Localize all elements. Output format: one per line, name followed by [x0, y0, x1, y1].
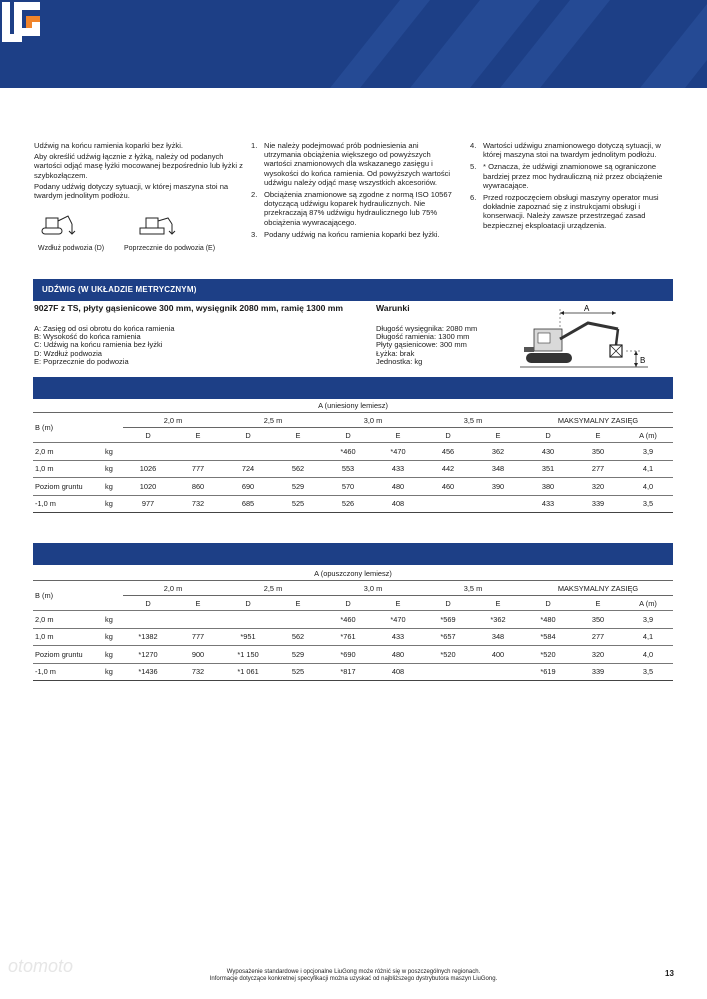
- page-number: 13: [665, 969, 674, 978]
- condition-item: Długość wysięgnika: 2080 mm: [376, 324, 478, 333]
- legend-item: E: Poprzecznie do podwozia: [34, 356, 129, 366]
- section-title: UDŹWIG (W UKŁADZIE METRYCZNYM): [42, 285, 197, 294]
- intro-column-1: [34, 141, 249, 202]
- reach-header: 3,5 m: [423, 581, 523, 596]
- condition-item: Płyty gąsienicowe: 300 mm: [376, 340, 467, 350]
- note-item: 1. Nie należy podejmować prób podniesienia ani utrzymania obciążenia większego od powyższych wartości znamionowych dla wskazanego zasięgu i wysokości do końca ramienia. Od powyższych wartości udźwigu należy odjąć masę wszystkich akcesoriów.: [251, 141, 451, 187]
- condition-item: Łyżka: brak: [376, 348, 415, 358]
- table2-header-bar: [33, 543, 673, 565]
- footer-line: Wyposażenie standardowe i opcjonalne LiuGong może różnić się w poszczególnych regionach.: [226, 969, 481, 975]
- table-row: Poziom gruntu kg *1270 900 *1 150 529 *690 480 *520 400 *520 320 4,0: [33, 646, 673, 664]
- table-row: Poziom gruntu kg 1020 860 690 529 570 480 460 390 380 320 4,0: [33, 478, 673, 496]
- page-footer: [0, 969, 707, 984]
- legend-item: D: Wzdłuż podwozia: [34, 348, 102, 358]
- model-spec-line: 9027F z TS, płyty gąsienicowe 300 mm, wysięgnik 2080 mm, ramię 1300 mm: [34, 303, 344, 313]
- b-axis-label: B (m): [35, 423, 54, 432]
- conditions-list: [376, 325, 477, 366]
- table-row: 1,0 m kg 1026 777 724 562 553 433 442 348 351 277 4,1: [33, 460, 673, 478]
- load-table-raised: [33, 398, 673, 513]
- legend-item: A: Zasięg od osi obrotu do końca ramienia: [34, 324, 175, 333]
- pictogram-across-label: Poprzecznie do podwozia (E): [124, 245, 216, 252]
- table-caption: A (opuszczony lemiesz): [33, 566, 673, 581]
- reach-header: 2,5 m: [223, 413, 323, 428]
- reach-header: MAKSYMALNY ZASIĘG: [523, 581, 673, 596]
- reach-header: MAKSYMALNY ZASIĘG: [523, 413, 673, 428]
- table-row: -1,0 m kg 977 732 685 525 526 408 433 339 3,5: [33, 495, 673, 513]
- table-caption: A (uniesiony lemiesz): [33, 398, 673, 413]
- intro-paragraph: Podany udźwig dotyczy sytuacji, w której maszyna stoi na twardym jednolitym podłożu.: [34, 181, 229, 201]
- diagram-label-b: B: [640, 356, 646, 365]
- reach-header: 2,0 m: [123, 413, 223, 428]
- table-row: 2,0 m kg *460 *470 *569 *362 *480 350 3,9: [33, 611, 673, 629]
- footer-line: Informacje dotyczące konkretnej specyfikacji można uzyskać od najbliższego dystrybutora maszyn LiuGong.: [209, 976, 498, 983]
- subheader-row: D E D E D E D E D E A (m): [145, 430, 657, 440]
- table1-header-bar: [33, 377, 673, 399]
- pictogram-across: [124, 212, 215, 252]
- reach-header: 3,0 m: [323, 581, 423, 596]
- condition-item: Długość ramienia: 1300 mm: [376, 332, 470, 342]
- watermark: otomoto: [8, 956, 74, 976]
- intro-column-3: [470, 141, 675, 233]
- note-item: 4. Wartości udźwigu znamionowego dotyczą sytuacji, w której maszyna stoi na twardym jednolitym podłożu.: [470, 141, 661, 160]
- intro-column-2: [251, 141, 456, 242]
- note-item: 2. Obciążenia znamionowe są zgodne z normą ISO 10567 dotyczącą udźwigu koparek hydraulicznych. Nie przekraczają 87% udźwigu hydraulicznego lub 75% obciążenia wywracającego.: [251, 190, 452, 227]
- reach-header: 3,5 m: [423, 413, 523, 428]
- legend-item: C: Udźwig na końcu ramienia bez łyżki: [34, 340, 163, 350]
- intro-paragraph: Aby określić udźwig łącznie z łyżką, należy od podanych wartości odjąć masę łyżki mocowanej bezpośrednio lub łyżki z szybkozłączem.: [34, 152, 243, 180]
- subheader-row: D E D E D E D E D E A (m): [145, 598, 657, 608]
- table-row: 2,0 m kg *460 *470 456 362 430 350 3,9: [33, 443, 673, 461]
- section-title-bar: [33, 279, 673, 301]
- reach-header: 2,5 m: [223, 581, 323, 596]
- load-table-lowered: [33, 566, 673, 681]
- note-item: 3. Podany udźwig na końcu ramienia koparki bez łyżki.: [251, 229, 440, 239]
- reach-header: 3,0 m: [323, 413, 423, 428]
- note-item: 6. Przed rozpoczęciem obsługi maszyny operator musi dokładnie zapoznać się z instrukcjami obsługi i konserwacji. Należy zawsze przestrzegać zasad bezpiecznej eksploatacji urządzenia.: [470, 193, 659, 230]
- excavator-along-icon: [38, 212, 78, 240]
- pictogram-along-label: Wzdłuż podwozia (D): [38, 245, 105, 252]
- page-header: [0, 0, 707, 88]
- reach-header: 2,0 m: [123, 581, 223, 596]
- header-stripes: [0, 0, 707, 88]
- liugong-logo-icon: [0, 0, 42, 44]
- b-axis-label: B (m): [35, 591, 54, 600]
- pictogram-along: [38, 212, 104, 252]
- diagram-label-a: A: [584, 305, 590, 313]
- excavator-diagram: [520, 305, 660, 373]
- condition-item: Jednostka: kg: [376, 356, 423, 366]
- legend-item: B: Wysokość do końca ramienia: [34, 332, 141, 342]
- conditions-title: Warunki: [376, 303, 410, 313]
- note-item: 5. * Oznacza, że udźwigi znamionowe są ograniczone bardziej przez moc hydrauliczną niż przez obciążenie wywracające.: [470, 162, 663, 190]
- table-row: 1,0 m kg *1382 777 *951 562 *761 433 *657 348 *584 277 4,1: [33, 628, 673, 646]
- excavator-across-icon: [124, 212, 184, 240]
- intro-paragraph: Udźwig na końcu ramienia koparki bez łyżki.: [34, 141, 183, 150]
- legend-list: [34, 325, 175, 366]
- table-row: -1,0 m kg *1436 732 *1 061 525 *817 408 *619 339 3,5: [33, 663, 673, 681]
